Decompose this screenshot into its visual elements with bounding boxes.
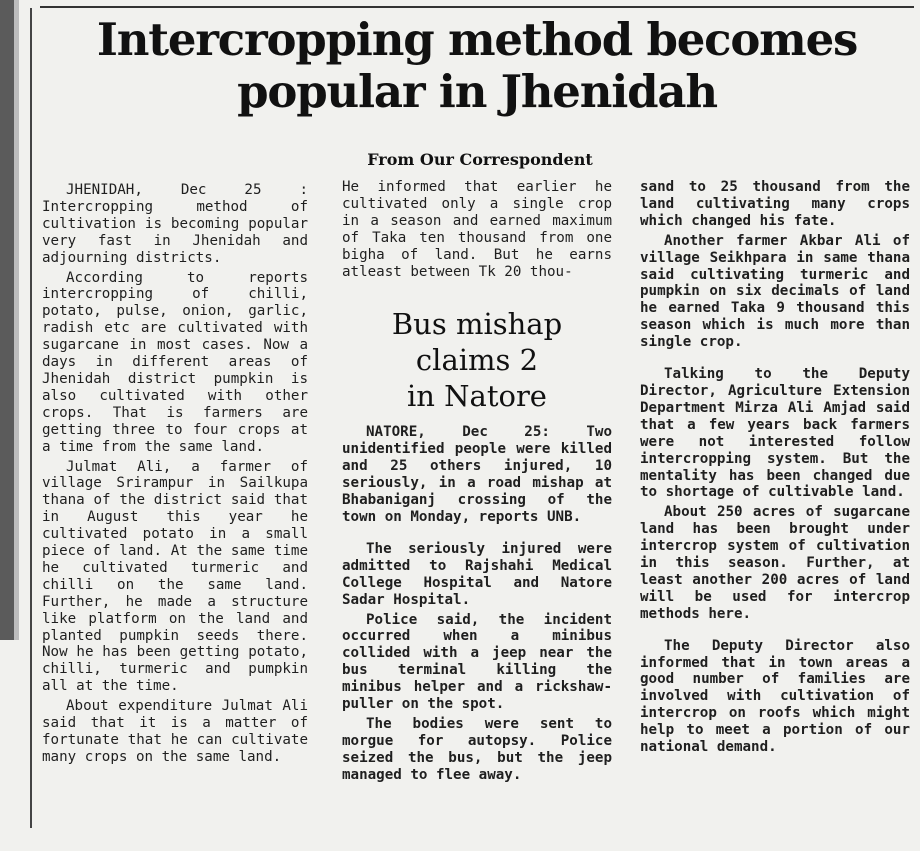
article-paragraph: JHENIDAH, Dec 25 : Intercropping method of cultivation is becoming popular very fast in Jhenidah and adjourning districts. — [42, 182, 308, 266]
article-paragraph: About 250 acres of sugarcane land has been brought under intercrop system of cultivation in this season. Further, at least another 200 acres of land will be used for intercrop methods here. — [640, 504, 910, 622]
adjacent-column-shade — [14, 0, 19, 640]
article-paragraph: The Deputy Director also informed that in town areas a good number of families are involved with cultivation of intercrop on roofs which might help to meet a portion of our national demand. — [640, 637, 910, 756]
article-paragraph: Talking to the Deputy Director, Agriculture Extension Department Mirza Ali Amjad said that a few years back farmers were not interested follow intercropping system. But the mentality has been changed due to shortage of cultivable land. — [640, 366, 910, 501]
headline-line-2: popular in Jhenidah — [237, 65, 717, 118]
article-column-2 — [342, 179, 612, 787]
bus-paragraph: Police said, the incident occurred when a minibus collided with a jeep near the bus terminal killing the minibus helper and a rickshaw-puller on the spot. — [342, 611, 612, 713]
bus-headline-line-2: claims 2 — [415, 343, 539, 378]
bus-headline-line-3: in Natore — [407, 379, 547, 414]
article-column-1 — [42, 182, 308, 769]
article-continuation: He informed that earlier he cultivated only a single crop in a season and earned maximum of Taka ten thousand from one bigha of land. But he earns atleast between Tk 20 thou- — [342, 179, 612, 280]
article-paragraph: According to reports intercropping of chilli, potato, pulse, onion, garlic, radish etc are cultivated with sugarcane in most cases. Now a days in different areas of Jhenidah district pumpkin is also cultivated with other crops. That is farmers are getting three to four crops at a time from the same land. — [42, 269, 308, 455]
bus-paragraph: The seriously injured were admitted to Rajshahi Medical College Hospital and Natore Sadar Hospital. — [342, 540, 612, 608]
top-rule — [40, 6, 914, 8]
byline: From Our Correspondent — [367, 150, 593, 169]
article-column-3 — [640, 179, 910, 759]
article-paragraph: sand to 25 thousand from the land cultivating many crops which changed his fate. — [640, 179, 910, 229]
article-paragraph: Julmat Ali, a farmer of village Srirampur in Sailkupa thana of the district said that in August this year he cultivated potato in a small piece of land. At the same time he cultivated turmeric and chilli on the same land. Further, he made a structure like platform on the land and planted pumpkin seeds there. Now he has been getting potato, chilli, turmeric and pumpkin all at the time. — [42, 458, 308, 695]
bus-mishap-headline — [342, 306, 612, 414]
article-paragraph: About expenditure Julmat Ali said that it is a matter of fortunate that he can cultivate many crops on the same land. — [42, 698, 308, 765]
article-headline — [40, 14, 914, 118]
adjacent-column-edge — [0, 0, 14, 640]
bus-headline-line-1: Bus mishap — [391, 307, 563, 342]
headline-line-1: Intercropping method becomes — [96, 13, 858, 66]
bus-paragraph: The bodies were sent to morgue for autopsy. Police seized the bus, but the jeep managed to flee away. — [342, 715, 612, 783]
article-paragraph: Another farmer Akbar Ali of village Seikhpara in same thana said cultivating turmeric and pumpkin on six decimals of land he earned Taka 9 thousand this season which is much more than single crop. — [640, 232, 910, 351]
bus-paragraph: NATORE, Dec 25: Two unidentified people were killed and 25 others injured, 10 seriously, in a road mishap at Bhabaniganj crossing of the town on Monday, reports UNB. — [342, 424, 612, 525]
column-rule-left — [30, 8, 32, 828]
